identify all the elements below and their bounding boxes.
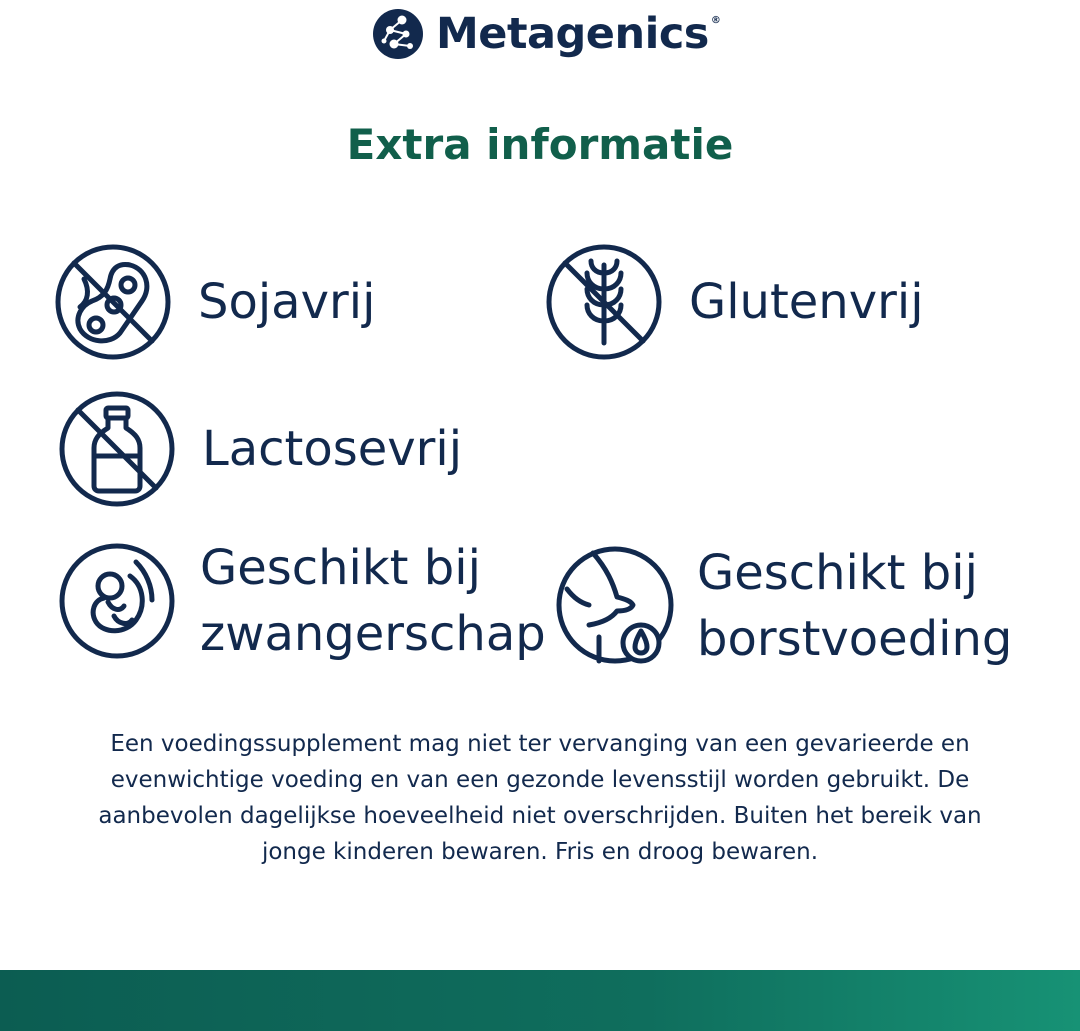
- feature-label: Geschikt bij zwangerschap: [200, 540, 546, 662]
- gluten-free-icon: [545, 243, 663, 361]
- feature-soy-free: [54, 243, 375, 361]
- disclaimer-text: Een voedingssupplement mag niet ter vervanging van een gevarieerde en evenwichtige voeding en van een gezonde levensstijl worden gebruikt. De aanbevolen dagelijkse hoeveelheid niet overschrijden. Buiten het bereik van jonge kinderen bewaren. Fris en droog bewaren.: [98, 731, 982, 865]
- feature-label: Geschikt bij borstvoeding: [697, 545, 1013, 667]
- breastfeeding-icon: [555, 545, 677, 667]
- molecule-logo-icon: [372, 8, 424, 60]
- brand-logo: [372, 6, 720, 62]
- soy-free-icon: [54, 243, 172, 361]
- feature-label: Lactosevrij: [202, 421, 463, 477]
- feature-pregnancy: [58, 535, 546, 667]
- lactose-free-icon: [58, 390, 176, 508]
- section-heading: Extra informatie: [346, 120, 734, 169]
- feature-lactose-free: [58, 390, 462, 508]
- feature-label: Sojavrij: [198, 274, 376, 330]
- footer-band: [0, 970, 1080, 1031]
- feature-breastfeeding: [555, 540, 1012, 672]
- pregnancy-icon: [58, 542, 176, 660]
- feature-gluten-free: [545, 243, 924, 361]
- brand-name: Metagenics ®: [436, 9, 721, 59]
- feature-label: Glutenvrij: [689, 274, 924, 330]
